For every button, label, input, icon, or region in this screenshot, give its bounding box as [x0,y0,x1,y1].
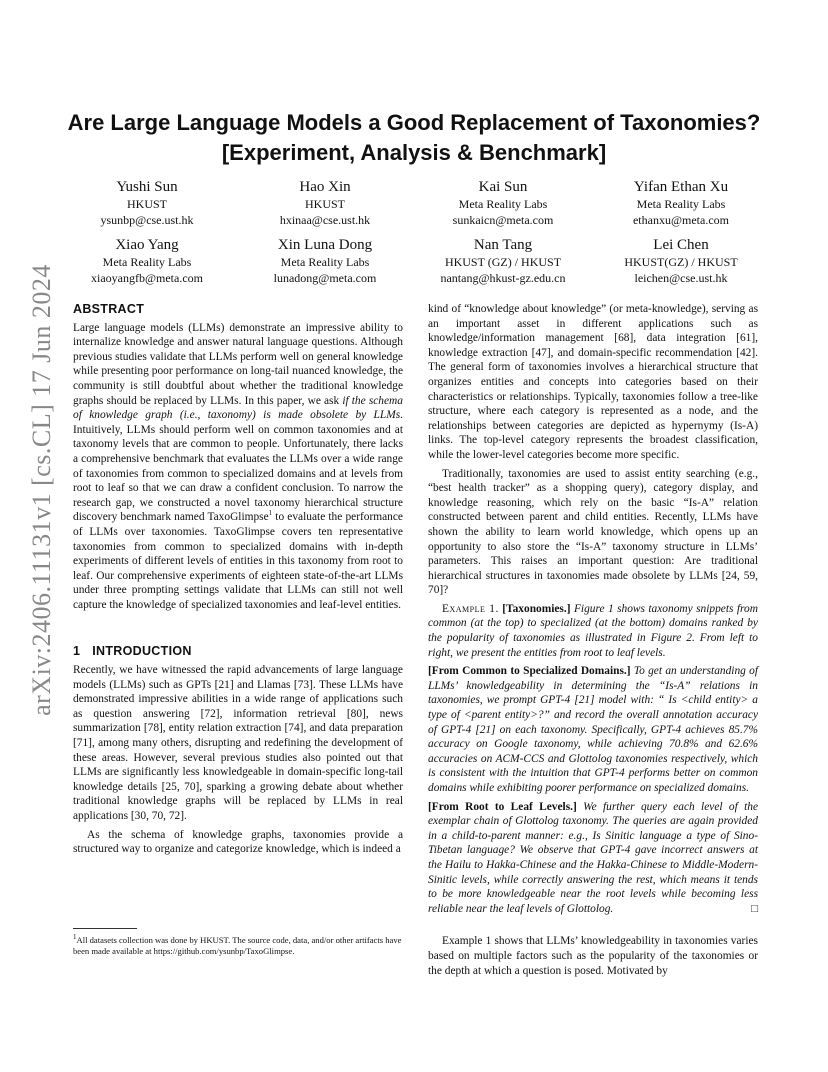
author-name: Kai Sun [478,179,528,195]
author-email: sunkaicn@meta.com [452,212,554,227]
common-text: To get an understanding of LLMs’ knowledgeability in determining the “Is-A” relations in taxonomies, we prompt GPT-4 [21] model with: “ Is <child entity> a type of <parent entity>?” and record the overall annotation accuracy of GPT-4 [21] on each taxonomy. Specifically, GPT-4 achieves 85.7% accuracy on Google taxonomy, while achieving 70.8% and 62.6% accuracies on ACM-CCS and Glottolog taxonomies respectively, which is consistent with the intuition that GPT-4 performs better on common domains while exhibiting poorer performance on specialized domains. [428,665,759,794]
author [58,178,236,228]
author-email: nantang@hkust-gz.edu.cn [440,270,566,285]
root-title: [From Root to Leaf Levels.] [428,800,577,813]
intro-heading [73,644,403,659]
author [592,236,770,286]
intro-paragraph-1: Recently, we have witnessed the rapid advancements of large language models (LLMs) such as GPTs [21] and Llamas [73]. These LLMs have demonstrated impressive abilities in a wide range of applications such as question answering [72], information retrieval [80], news summarization [78], entity relation extraction [74], and data preparation [71], among many others, disrupting and redefining the development of these areas. However, several previous studies also pointed out that LLMs are significantly less knowledgeable in domain-specific long-tail knowledge details [25, 70], sparking a growing debate about whether traditional knowledge graphs will be replaced by LLMs in real applications [30, 70, 72]. [73,664,403,822]
arxiv-id-text: arXiv:2406.11131v1 [cs.CL] 17 Jun 2024 [27,264,56,716]
author-name: Xiao Yang [115,237,179,253]
author-name: Nan Tang [473,237,533,253]
author-affiliation: HKUST(GZ) / HKUST [624,255,738,269]
author [414,178,592,228]
author-name: Xin Luna Dong [277,237,373,253]
right-paragraph-2: Traditionally, taxonomies are used to assist entity searching (e.g., “best health tracker” as a shopping query), category display, and knowledge reasoning, which rely on the basic “Is-A” relation constructed between parent and child entities. Recently, LLMs have shown the ability to learn world knowledge, which opens up an opportunity to also store the “Is-A” taxonomy structure in LLMs’ parameters. This raises an important question: Are traditional hierarchical structures in taxonomies made obsolete by LLMs [24, 59, 70]? [428,467,758,597]
abstract-text-a: Large language models (LLMs) demonstrate an impressive ability to internalize knowledge and answer natural language questions. Although previous studies validate that LLMs perform well on general knowledge while presenting poor performance on long-tail nuanced knowledge, the community is still doubtful about whether the traditional knowledge graphs should be replaced by LLMs. In this paper, we ask [73,321,403,407]
intro-paragraph-2: As the schema of knowledge graphs, taxonomies provide a structured way to organize and categorize knowledge, which is indeed a [73,828,403,856]
abstract-heading: ABSTRACT [73,302,145,316]
author-email: ysunbp@cse.ust.hk [100,212,194,227]
author-email: leichen@cse.ust.hk [634,270,728,285]
section-title: INTRODUCTION [92,644,192,659]
title-line-2: [Experiment, Analysis & Benchmark] [221,140,607,165]
arxiv-identifier [24,264,60,716]
author-email: lunadong@meta.com [273,270,377,285]
qed-symbol: □ [751,902,758,915]
footnote-mark: 1 [73,933,77,942]
footnote-marker: 1 [268,509,273,518]
author-name: Yushi Sun [116,179,178,195]
author-email: xiaoyangfb@meta.com [90,270,203,285]
author-row-2 [58,236,770,286]
author-name: Yifan Ethan Xu [633,179,729,195]
author-affiliation: Meta Reality Labs [102,255,192,269]
abstract-text [73,321,403,613]
author-affiliation: Meta Reality Labs [458,197,548,211]
title-line-1: Are Large Language Models a Good Replacement of Taxonomies? [67,110,761,135]
paper-title [60,108,768,168]
right-paragraph-1: kind of “knowledge about knowledge” (or meta-knowledge), serving as an important asset in different applications such as knowledge/information management [68], data integration [61], knowledge extraction [47], and domain-specific recommendation [42]. The general form of taxonomies involves a hierarchical structure that organizes entities and concepts into categories based on their characteristics or relationships. Typically, taxonomies follow a tree-like structure, where each category is represented as a node, and the relationships between categories are depicted as hypernymy (Is-A) links. The top-level category represents the broadest classification, while the lower-level categories become more specific. [428,303,758,461]
left-column [73,302,403,857]
example-text: Figure 1 shows taxonomy snippets from common (at the top) to specialized (at the bottom) domains ranked by the popularity of taxonomies as illustrated in Figure 2. From left to right, we present the entities from root to leaf levels. [428,602,758,659]
footnote-text: All datasets collection was done by HKUST. The source code, data, and/or other artifacts have been made available at https://github.com/ysunbp/TaxoGlimpse. [73,935,402,956]
example-label: Example 1. [442,602,499,615]
root-text: We further query each level of the exemplar chain of Glottolog taxonomy. The queries are again provided in a child-to-parent manner: e.g., Is Sinitic language a type of Sino-Tibetan language? We observe that GPT-4 gave incorrect answers at the Hailu to Hakka-Chinese and the Hakka-Chinese to Middle-Modern-Sinitic levels, while correctly answering the rest, which means it tends to be more knowledgeable near the root levels while becoming less reliable near the leaf levels of Glottolog. [428,800,758,915]
author-name: Hao Xin [299,179,351,195]
footnote [73,928,403,957]
common-title: [From Common to Specialized Domains.] [428,665,631,678]
author [58,236,236,286]
abstract-text-c: to evaluate the performance of LLMs over taxonomies. TaxoGlimpse covers ten representative taxonomies from common to specialized domains with in-depth experiments of different levels of entities in this taxonomy from root to leaf. Our comprehensive experiments of eighteen state-of-the-art LLMs under three prompting settings validate that LLMs can still not well capture the knowledge of specialized taxonomies and leaf-level entities. [73,511,403,611]
author-block [58,178,770,294]
author-email: ethanxu@meta.com [632,212,730,227]
abstract-text-b: . Intuitively, LLMs should perform well on common taxonomies and at taxonomy levels that are common to people. Unfortunately, there lacks a comprehensive benchmark that evaluates the LLMs over a wide range of taxonomies from common to specialized domains and at levels from root to leaf so that we can draw a confident conclusion. To narrow the research gap, we constructed a novel taxonomy hierarchical structure discovery benchmark named TaxoGlimpse [73,409,403,524]
right-column [428,302,758,978]
author-email: hxinaa@cse.ust.hk [279,212,371,227]
author-affiliation: HKUST [304,197,345,211]
author-affiliation: HKUST (GZ) / HKUST [444,255,562,269]
author [592,178,770,228]
root-to-leaf [428,800,758,917]
example-1 [428,602,758,660]
author-row-1 [58,178,770,228]
common-to-specialized [428,664,758,795]
abstract-text-italic: if the schema of knowledge graph (i.e., taxonomy) is made obsolete by LLMs [73,394,403,422]
footnote-rule [73,928,137,929]
author-affiliation: Meta Reality Labs [636,197,726,211]
author-name: Lei Chen [653,237,709,253]
author-affiliation: Meta Reality Labs [280,255,370,269]
author [236,178,414,228]
section-number: 1 [73,644,81,659]
author [236,236,414,286]
right-paragraph-3: Example 1 shows that LLMs’ knowledgeability in taxonomies varies based on multiple factors such as the popularity of the taxonomies or the depth at which a question is posed. Motivated by [428,935,758,977]
author-affiliation: HKUST [126,197,167,211]
author [414,236,592,286]
example-title: [Taxonomies.] [502,602,571,615]
